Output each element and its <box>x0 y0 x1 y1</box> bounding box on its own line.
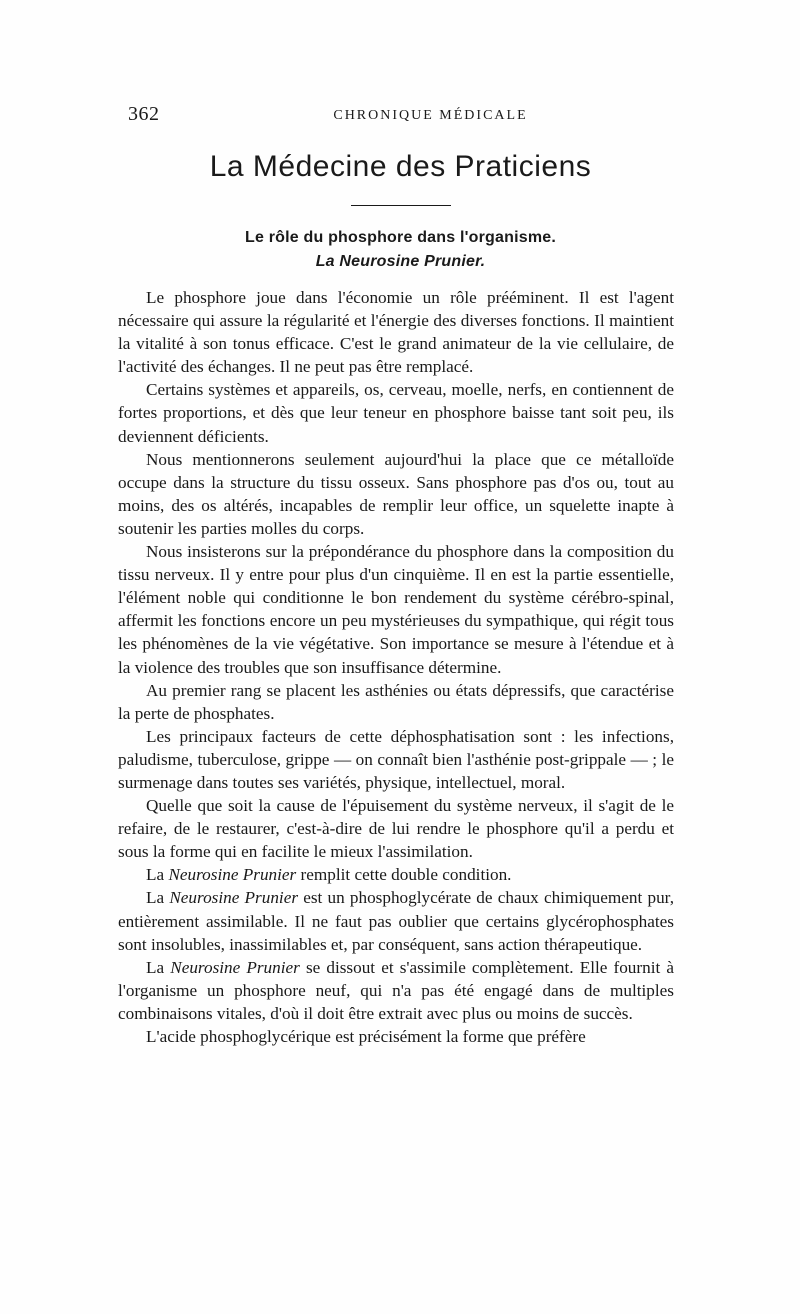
paragraph-text: La <box>146 957 171 977</box>
paragraph <box>118 886 674 955</box>
paragraph-text: remplit cette double condition. <box>296 865 512 885</box>
article-title: Le rôle du phosphore dans l'organisme. <box>244 229 556 246</box>
paragraph-text: se dissout et s'assimile complètement. Elle fournit à l'organisme un phosphore neuf, qui n'a pas été engagé dans de multiples combinaisons vitales, d'où il doit être extrait avec plus ou moins de succès. <box>118 957 674 1023</box>
paragraph: Nous mentionnerons seulement aujourd'hui la place que ce métalloïde occupe dans la structure du tissu osseux. Sans phosphore pas d'os ou, tout au moins, des os altérés, incapables de remplir leur office, un squelette inapte à soutenir les parties molles du corps. <box>118 449 674 538</box>
section-title: La Médecine des Praticiens <box>209 150 592 183</box>
paragraph-text: est un phosphoglycérate de chaux chimiquement pur, entièrement assimilable. Il ne faut pas oublier que certains glycérophosphates sont insolubles, inassimilables et, par conséquent, sans action thérapeutique. <box>118 888 674 954</box>
paragraph <box>118 956 674 1025</box>
paragraph: Quelle que soit la cause de l'épuisement du système nerveux, il s'agit de le refaire, de le restaurer, c'est-à-dire de lui rendre le phosphore qu'il a perdu et sous la forme qui en facilite le mieux l'assimilation. <box>118 796 674 862</box>
product-name: Neurosine Prunier <box>169 888 299 908</box>
running-head: CHRONIQUE MÉDICALE <box>333 108 528 123</box>
product-name: Neurosine Prunier <box>170 957 300 977</box>
article-subtitle: La Neurosine Prunier. <box>315 253 486 270</box>
paragraph: Certains systèmes et appareils, os, cerveau, moelle, nerfs, en contiennent de fortes proportions, et dès que leur teneur en phosphore baisse tant soit peu, ils deviennent déficients. <box>118 380 674 446</box>
paragraph: Au premier rang se placent les asthénies ou états dépressifs, que caractérise la perte de phosphates. <box>118 680 674 723</box>
paragraph <box>118 863 674 886</box>
paragraph: L'acide phosphoglycérique est précisément la forme que préfère <box>146 1027 586 1046</box>
paragraph-text: La <box>146 865 169 885</box>
page-number: 362 <box>128 103 160 125</box>
paragraph: Nous insisterons sur la prépondérance du phosphore dans la composition du tissu nerveux. Il y entre pour plus d'un cinquième. Il en est la partie essentielle, l'élément noble qui conditionne le bon rendement du système cérébro-spinal, affermit les fonctions encore un peu mystérieuses du sympathique, qui régit tous les phénomènes de la vie végétative. Son importance se mesure à l'étendue et à la violence des troubles que son insuffisance détermine. <box>118 542 674 677</box>
paragraph-text: La <box>146 888 170 908</box>
paragraph: Le phosphore joue dans l'économie un rôle prééminent. Il est l'agent nécessaire qui assure la régularité et l'énergie des diverses fonctions. Il maintient la vitalité à son tonus efficace. C'est le grand animateur de la vie cellulaire, de l'activité des échanges. Il ne peut pas être remplacé. <box>118 288 674 377</box>
title-rule <box>351 205 451 206</box>
page-header <box>128 103 673 129</box>
paragraph: Les principaux facteurs de cette déphosphatisation sont : les infections, paludisme, tuberculose, grippe — on connaît bien l'asthénie post-grippale — ; le surmenage dans toutes ses variétés, physique, intellectuel, moral. <box>118 726 674 792</box>
product-name: Neurosine Prunier <box>168 865 297 885</box>
article-body <box>118 286 674 1048</box>
